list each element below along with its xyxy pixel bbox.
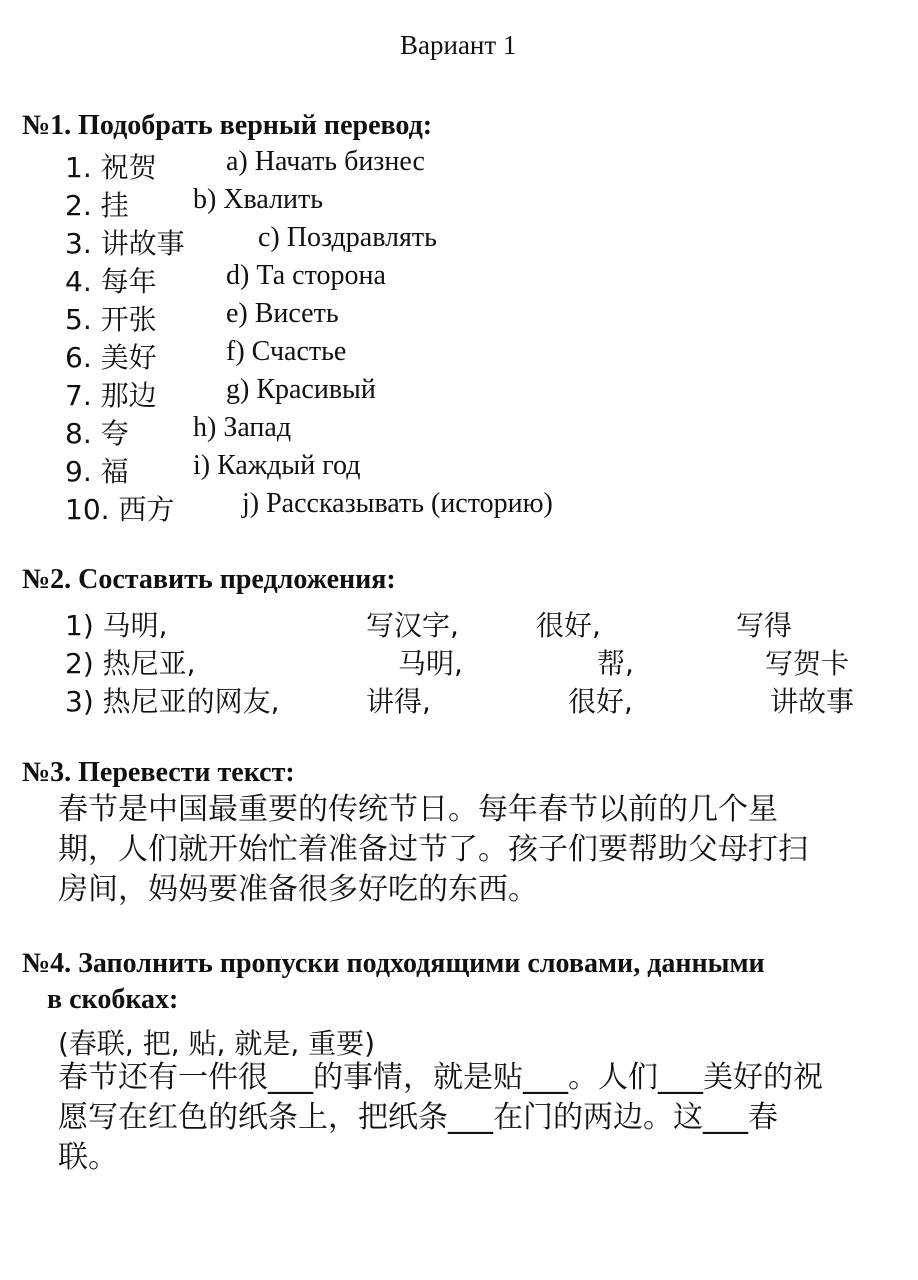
- task4-text-line: 春节还有一件很___的事情，就是贴___。人们___美好的祝: [58, 1060, 823, 1095]
- task1-right-item: a) Начать бизнес: [226, 146, 425, 177]
- task2-heading: №2. Составить предложения:: [22, 564, 396, 595]
- task2-word: 讲得,: [366, 685, 431, 718]
- task1-right-item: h) Запад: [193, 412, 292, 443]
- task3-heading: №3. Перевести текст:: [22, 757, 295, 788]
- task1-left-item: 5. 开张: [65, 303, 157, 336]
- task2-word: 写贺卡: [765, 647, 850, 680]
- task1-right-item: i) Каждый год: [193, 450, 361, 481]
- task1-heading: №1. Подобрать верный перевод:: [22, 110, 433, 141]
- task1-left-item: 7. 那边: [65, 379, 157, 412]
- task2-word: 写得: [736, 609, 793, 642]
- task1-right-item: c) Поздравлять: [258, 222, 437, 253]
- task2-word: 讲故事: [770, 685, 855, 718]
- task1-right-item: e) Висеть: [226, 298, 339, 329]
- task2-word: 很好,: [536, 609, 601, 642]
- task2-word: 写汉字,: [366, 609, 459, 642]
- task2-word: 马明,: [398, 647, 463, 680]
- task4-heading: №4. Заполнить пропуски подходящими словами, данными: [22, 948, 765, 979]
- task1-right-item: j) Рассказывать (историю): [242, 488, 553, 519]
- task3-text-line: 春节是中国最重要的传统节日。每年春节以前的几个星: [58, 792, 778, 827]
- task4-word-options: (春联, 把, 贴, 就是, 重要): [58, 1027, 376, 1060]
- task1-left-item: 1. 祝贺: [65, 151, 157, 184]
- task1-right-item: f) Счастье: [226, 336, 347, 367]
- task2-word: 2) 热尼亚,: [65, 647, 196, 680]
- task4-heading-continued: в скобках:: [47, 984, 179, 1015]
- task2-word: 1) 马明,: [65, 609, 168, 642]
- task4-text-line: 愿写在红色的纸条上，把纸条___在门的两边。这___春: [58, 1100, 778, 1135]
- task2-word: 帮,: [597, 647, 634, 680]
- task1-left-item: 3. 讲故事: [65, 227, 185, 260]
- task1-left-item: 2. 挂: [65, 189, 129, 222]
- task1-left-item: 8. 夸: [65, 417, 129, 450]
- task1-left-item: 6. 美好: [65, 341, 157, 374]
- task2-word: 3) 热尼亚的网友,: [65, 685, 280, 718]
- task1-right-item: d) Та сторона: [226, 260, 386, 291]
- task3-text-line: 房间，妈妈要准备很多好吃的东西。: [58, 872, 538, 907]
- task4-text-line: 联。: [58, 1140, 118, 1175]
- task1-right-item: g) Красивый: [226, 374, 376, 405]
- page-title: Вариант 1: [400, 30, 517, 60]
- task2-word: 很好,: [568, 685, 633, 718]
- task3-text-line: 期，人们就开始忙着准备过节了。孩子们要帮助父母打扫: [58, 832, 808, 867]
- task1-right-item: b) Хвалить: [193, 184, 324, 215]
- task1-left-item: 10. 西方: [65, 493, 175, 526]
- task1-left-item: 4. 每年: [65, 265, 157, 298]
- task1-left-item: 9. 福: [65, 455, 129, 488]
